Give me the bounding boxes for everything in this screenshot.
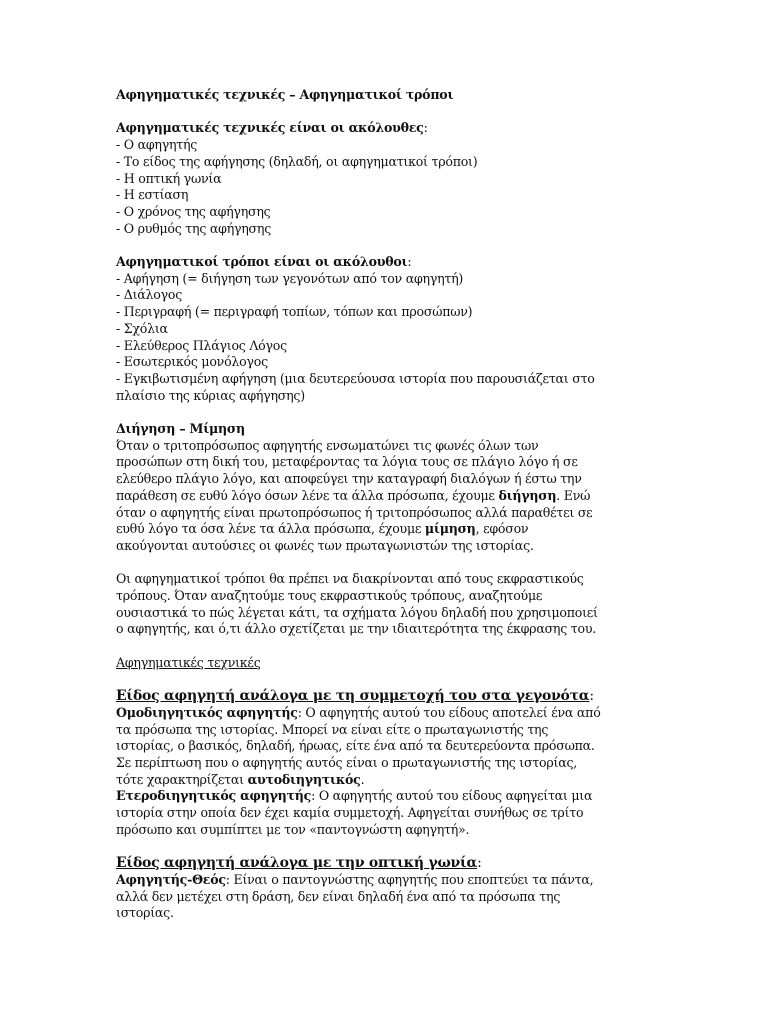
text-run: , εφόσον bbox=[475, 521, 529, 537]
term-diegesis: διήγηση bbox=[498, 487, 557, 503]
paragraph-line: όταν ο αφηγητής είναι πρωτοπρόσωπος ή τριτοπρόσωπος αλλά παραθέτει σε bbox=[116, 504, 593, 520]
text-run: : Ο αφηγητής αυτού του είδους αφηγείται μια bbox=[311, 788, 593, 804]
list-item: - Διάλογος bbox=[116, 287, 183, 303]
narrative-techniques-heading: Αφηγηματικές τεχνικές bbox=[116, 654, 261, 670]
paragraph-line: ελεύθερο πλάγιο λόγο, και αποφεύγει την καταγραφή διαλόγων ή έστω την bbox=[116, 471, 582, 487]
heading-colon: : bbox=[407, 254, 412, 269]
heading-colon: : bbox=[589, 688, 594, 705]
paragraph-line: ουσιαστικά το πώς λέγεται κάτι, τα σχήματα λόγου δηλαδή που χρησιμοποιεί bbox=[116, 604, 598, 620]
paragraph-line: ακούγονται αυτούσιες οι φωνές των πρωταγωνιστών της ιστορίας. bbox=[116, 537, 534, 553]
paragraph-line bbox=[116, 788, 728, 805]
term-heterodiegetic: Ετεροδιηγητικός αφηγητής bbox=[116, 788, 312, 804]
participation-heading-line bbox=[116, 688, 728, 705]
spacer bbox=[116, 237, 728, 254]
list-item: - Σχόλια bbox=[116, 320, 168, 336]
document-title: Αφηγηματικές τεχνικές – Αφηγηματικοί τρόποι bbox=[116, 87, 454, 102]
list-item: - Ο ρυθμός της αφήγησης bbox=[116, 220, 272, 236]
spacer bbox=[116, 555, 728, 572]
paragraph-line: ιστορία στην οποία δεν έχει καμία συμμετοχή. Αφηγείται συνήθως σε τρίτο bbox=[116, 805, 584, 821]
paragraph-line bbox=[116, 705, 728, 722]
heading-colon: : bbox=[477, 855, 482, 872]
paragraph-line bbox=[116, 872, 728, 889]
term-mimesis: μίμηση bbox=[424, 521, 476, 537]
list-item: - Η εστίαση bbox=[116, 187, 189, 203]
techniques-heading: Αφηγηματικές τεχνικές είναι οι ακόλουθες bbox=[116, 120, 424, 136]
paragraph-line bbox=[116, 488, 728, 505]
list-item: - Περιγραφή (= περιγραφή τοπίων, τόπων και προσώπων) bbox=[116, 304, 473, 320]
paragraph-line: Σε περίπτωση που ο αφηγητής αυτός είναι ο πρωταγωνιστής της ιστορίας, bbox=[116, 755, 578, 771]
paragraph-line: αλλά δεν μετέχει στη δράση, δεν είναι δηλαδή ένα από τα πρόσωπα της bbox=[116, 888, 561, 904]
spacer bbox=[116, 672, 728, 689]
list-item: - Ο χρόνος της αφήγησης bbox=[116, 203, 271, 219]
text-run: παράθεση σε ευθύ λόγο όσων λένε τα άλλα πρόσωπα, έχουμε bbox=[116, 487, 499, 503]
text-run: τότε χαρακτηρίζεται bbox=[116, 771, 248, 787]
paragraph-line: Όταν ο τριτοπρόσωπος αφηγητής ενσωματώνει τις φωνές όλων των bbox=[116, 437, 539, 453]
view-heading: Είδος αφηγητή ανάλογα με την οπτική γωνία bbox=[116, 855, 478, 872]
paragraph-line bbox=[116, 521, 728, 538]
paragraph-line: τα πρόσωπα της ιστορίας. Μπορεί να είναι είτε ο πρωταγωνιστής της bbox=[116, 721, 549, 737]
list-item: - Αφήγηση (= διήγηση των γεγονότων από τον αφηγητή) bbox=[116, 270, 464, 286]
text-run: . Ενώ bbox=[556, 487, 591, 503]
list-item: - Η οπτική γωνία bbox=[116, 170, 222, 186]
text-run: : Ο αφηγητής αυτού του είδους αποτελεί ένα από bbox=[297, 704, 601, 720]
paragraph-line: ιστορίας, ο βασικός, δηλαδή, ήρωας, είτε ένα από τα δευτερεύοντα πρόσωπα. bbox=[116, 738, 595, 754]
term-homodiegetic: Ομοδιηγητικός αφηγητής bbox=[116, 704, 298, 720]
text-run: ευθύ λόγο τα όσα λένε τα άλλα πρόσωπα, έχουμε bbox=[116, 521, 425, 537]
list-item: - Ο αφηγητής bbox=[116, 137, 198, 153]
term-autodiegetic: αυτοδιηγητικός bbox=[247, 771, 361, 787]
list-item: - Εγκιβωτισμένη αφήγηση (μια δευτερεύουσα ιστορία που παρουσιάζεται στο bbox=[116, 370, 595, 386]
paragraph-line: ο αφηγητής, και ό,τι άλλο σχετίζεται με την ιδιαιτερότητα της έκφρασης του. bbox=[116, 621, 596, 637]
spacer bbox=[116, 404, 728, 421]
text-run: . bbox=[360, 771, 365, 787]
list-item: - Ελεύθερος Πλάγιος Λόγος bbox=[116, 337, 287, 353]
paragraph-line: τρόπους. Όταν αναζητούμε τους εκφραστικούς τρόπους, αναζητούμε bbox=[116, 588, 543, 604]
modes-heading-line bbox=[116, 254, 728, 271]
paragraph-line: Οι αφηγηματικοί τρόποι θα πρέπει να διακρίνονται από τους εκφραστικούς bbox=[116, 571, 584, 587]
mimesis-heading: Διήγηση – Μίμηση bbox=[116, 421, 245, 437]
modes-heading: Αφηγηματικοί τρόποι είναι οι ακόλουθοι bbox=[116, 254, 408, 269]
participation-heading: Είδος αφηγητή ανάλογα με τη συμμετοχή του στα γεγονότα bbox=[116, 688, 590, 705]
spacer bbox=[116, 104, 728, 121]
heading-colon: : bbox=[423, 120, 428, 136]
text-run: : Είναι ο παντογνώστης αφηγητής που εποπτεύει τα πάντα, bbox=[225, 871, 594, 887]
term-narrator-god: Αφηγητής-Θεός bbox=[116, 871, 226, 887]
spacer bbox=[116, 638, 728, 655]
list-item: - Εσωτερικός μονόλογος bbox=[116, 354, 268, 370]
list-item: - Το είδος της αφήγησης (δηλαδή, οι αφηγηματικοί τρόποι) bbox=[116, 153, 478, 169]
view-heading-line bbox=[116, 855, 728, 872]
paragraph-line: πρόσωπο και συμπίπτει με τον «παντογνώστη αφηγητή». bbox=[116, 821, 470, 837]
spacer bbox=[116, 839, 728, 856]
techniques-heading-line bbox=[116, 120, 728, 137]
paragraph-line: προσώπων στη δική του, μεταφέροντας τα λόγια τους σε πλάγιο λόγο ή σε bbox=[116, 454, 578, 470]
paragraph-line: ιστορίας. bbox=[116, 905, 174, 921]
list-item-continuation: πλαίσιο της κύριας αφήγησης) bbox=[116, 387, 305, 403]
paragraph-line bbox=[116, 772, 728, 789]
